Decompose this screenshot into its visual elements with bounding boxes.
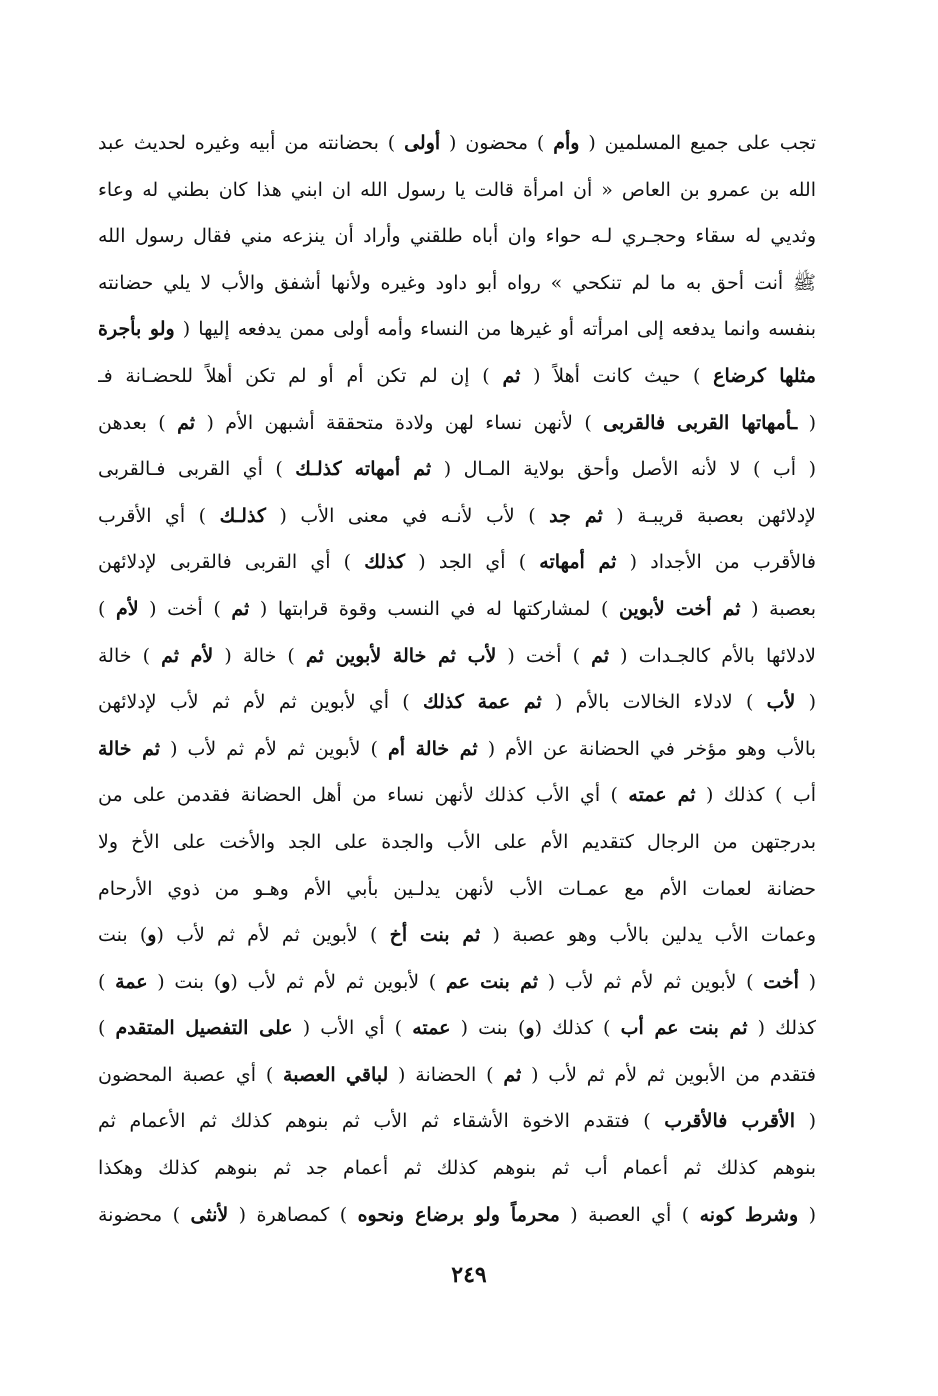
text-segment: ) محضونة [98,1203,191,1226]
bold-segment: لأب [766,691,796,714]
bold-segment: ثم أمهاته كذلـك [295,458,432,481]
text-segment: ) لأبوين ثم لأم ثم لأب ( [160,737,388,760]
text-segment: ) لادلاء الخالات بالأم ( [541,691,767,714]
text-segment: ﷺ أنت أحق به ما لم تنكحي » رواه أبو داود وغيره ولأنها أشفق والأب لا يلي حضانته [98,271,816,294]
text-line [98,1145,816,1192]
bold-segment: عمة [115,970,148,993]
bold-segment: لأم [115,597,139,620]
text-segment: ) أي الجد ( [405,551,540,574]
text-line [98,1098,816,1145]
bold-segment: على التفصيل المتقدم [115,1017,293,1040]
text-segment: ) بنت ( [450,1017,526,1040]
text-segment: ( [795,1110,816,1133]
bold-segment: ثم بنت عم أب [620,1017,748,1040]
text-line [98,679,816,726]
bold-segment: محرماً ولو برضاع ونحوه [357,1203,560,1226]
bold-segment: ثم [503,1063,522,1086]
text-line [98,493,816,540]
bold-segment: وشرط كونه [699,1203,799,1226]
bold-segment: ـأمهاتها القربى فالقربى [603,411,798,434]
text-segment: ) كذلك ( [534,1017,621,1040]
text-segment: أب ) كذلك ( [695,784,816,807]
text-segment: بنفسه وانما يدفعه إلى امرأته أو غيرها من النساء وأمه أولى ممن يدفعه إليها ( [174,318,816,341]
text-line [98,633,816,680]
text-line [98,586,816,633]
bold-segment: كذلـك [219,504,266,527]
text-segment: ) الحضانة ( [388,1063,504,1086]
bold-segment: ثم [177,411,196,434]
bold-segment: ثم خالة أم [387,737,478,760]
text-line [98,260,816,307]
text-segment: ) [98,597,116,620]
bold-segment: ثم أمهاته [539,551,617,574]
text-segment: ) أي لأبوين ثم لأم ثم لأب لإدلائهن [98,691,423,714]
text-segment: ) أي القربى فـالقربى [98,458,296,481]
text-line [98,353,816,400]
text-line [98,539,816,586]
text-line [98,866,816,913]
text-segment: تجب على جميع المسلمين ( [579,132,816,154]
bold-segment: أخت [763,970,799,993]
bold-segment: وأم [553,132,580,154]
text-segment: ( أب ) لا لأنه الأصل وأحق بولاية المـال ( [431,458,816,481]
bold-segment: لباقي العصبة [283,1063,389,1086]
bold-segment: لأم ثم [161,644,214,667]
text-segment: ) [98,1017,116,1040]
bold-segment: ثم بنت أخ [389,924,481,947]
bold-segment: ثم [591,644,610,667]
text-segment: ) خالة [98,644,162,667]
bold-segment: ثم جد [549,504,603,527]
bold-segment: الأقرب فالأقرب [664,1110,796,1133]
text-segment: حضانة لعمات الأم مع عمـات الأب لأنهن يدلـين بأبي الأم وهـو من ذوي الأرحام [98,877,816,900]
text-segment: ) بعدهن [98,411,178,434]
text-line [98,959,816,1006]
bold-segment: و [525,1017,535,1040]
text-segment: ) لأنهن نساء لهن ولادة متحققة أشبهن الأم ( [195,411,604,434]
body-text [98,120,816,1238]
text-segment: ( [798,970,816,993]
text-line [98,167,816,214]
bold-segment: ثم [502,364,521,387]
text-segment: ) لأب لأنـه في معنى الأب ( [265,504,550,527]
text-segment: الله بن عمرو بن العاص « أن امرأة قالت يا رسول الله ان ابني هذا كان بطني له وعاء [98,178,816,201]
text-line [98,400,816,447]
text-segment: ) أخت ( [138,597,232,620]
text-segment: لإدلائهن بعصبة قريبـة ( [602,504,816,527]
text-line [98,1005,816,1052]
text-line [98,912,816,959]
text-segment: ( [798,1203,816,1226]
text-line [98,1052,816,1099]
text-segment: ) لأبوين ثم لأم ثم لأب ( [230,970,446,993]
text-segment: ) أي الأب كذلك لأنهن نساء من أهل الحضانة فقدمن على من [98,784,629,807]
text-segment: ) كمصاهرة ( [228,1203,358,1226]
text-line [98,726,816,773]
bold-segment: ثم عمته [628,784,696,807]
text-line [98,819,816,866]
text-segment: بنوهم كذلك ثم أعمام أب ثم بنوهم كذلك ثم أعمام جد ثم بنوهم كذلك وهكذا [98,1157,816,1180]
text-line [98,772,816,819]
text-line [98,446,816,493]
text-segment: ) أخت ( [496,644,592,667]
page-number: ٢٤٩ [451,1262,487,1288]
bold-segment: ولو بأجرة [98,318,175,341]
bold-segment: ثم [231,597,250,620]
bold-segment: لأب ثم خالة لأبوين ثم [305,644,497,667]
text-segment: ) أي العصبة ( [559,1203,700,1226]
bold-segment: ثم أخت لأبوين [619,597,741,620]
text-segment: ) حيث كانت أهلاً ( [520,364,714,387]
text-segment: ) بنت [98,924,148,947]
bold-segment: ثم بنت عم [445,970,539,993]
bold-segment: ثم خالة [98,737,161,760]
text-line [98,306,816,353]
text-line [98,120,816,167]
text-segment: ( [795,691,816,714]
bold-segment: مثلها كرضاع [713,364,816,387]
text-segment: بعصبة ( [740,597,816,620]
text-segment: وعمات الأب يدلين بالأب وهو عصبة ( [480,924,816,947]
text-segment: بدرجتهن من الرجال كتقديم الأم على الأب والجدة على الجد والأخت على الأخ ولا [98,830,816,853]
text-segment: ) أي عصبة المحضون [98,1063,284,1086]
text-line [98,1192,816,1239]
text-segment: ) محضون ( [440,132,554,154]
text-segment: ) خالة ( [213,644,306,667]
text-segment: فالأقرب من الأجداد ( [616,551,816,574]
text-segment: ) أي القربى فالقربى لإدلائهن [98,551,365,574]
text-segment: ) لمشاركتها له في النسب وقوة قرابتها ( [249,597,619,620]
bold-segment: كذلك [364,551,406,574]
text-segment: لادلائها بالأم كالجـدات ( [609,644,816,667]
text-segment: ) أي الأب ( [292,1017,413,1040]
text-segment: ) إن لم تكن أم أو لم تكن أهلاً للحضـانة فـ [98,364,503,387]
text-segment: وثديي له سقاء وحجـري لـه حواء وان أباه طلقني وأراد أن ينزعه مني فقال رسول الله [98,225,816,248]
text-segment: ) لأبوين ثم لأم ثم لأب ( [156,924,390,947]
text-segment: ) فتقدم الاخوة الأشقاء ثم الأب ثم بنوهم كذلك ثم الأعمام ثم [98,1110,665,1133]
bold-segment: لأنثى [190,1203,229,1226]
text-segment: ) [98,970,116,993]
text-segment: بالأب وهو مؤخر في الحضانة عن الأم ( [477,737,816,760]
text-line [98,213,816,260]
bold-segment: أولى [404,132,441,154]
bold-segment: و [147,924,157,947]
text-segment: ( [797,411,816,434]
text-segment: كذلك ( [747,1017,816,1040]
bold-segment: ثم عمة كذلك [422,691,542,714]
text-segment: ) أي الأقرب [98,504,220,527]
text-segment: فتقدم من الأبوين ثم لأم ثم لأب ( [521,1063,816,1086]
text-segment: ) بنت ( [147,970,222,993]
bold-segment: عمته [412,1017,451,1040]
bold-segment: و [221,970,231,993]
text-segment: ) لأبوين ثم لأم ثم لأب ( [538,970,764,993]
text-segment: ) بحضانته من أبيه وغيره لحديث عبد [98,132,405,154]
